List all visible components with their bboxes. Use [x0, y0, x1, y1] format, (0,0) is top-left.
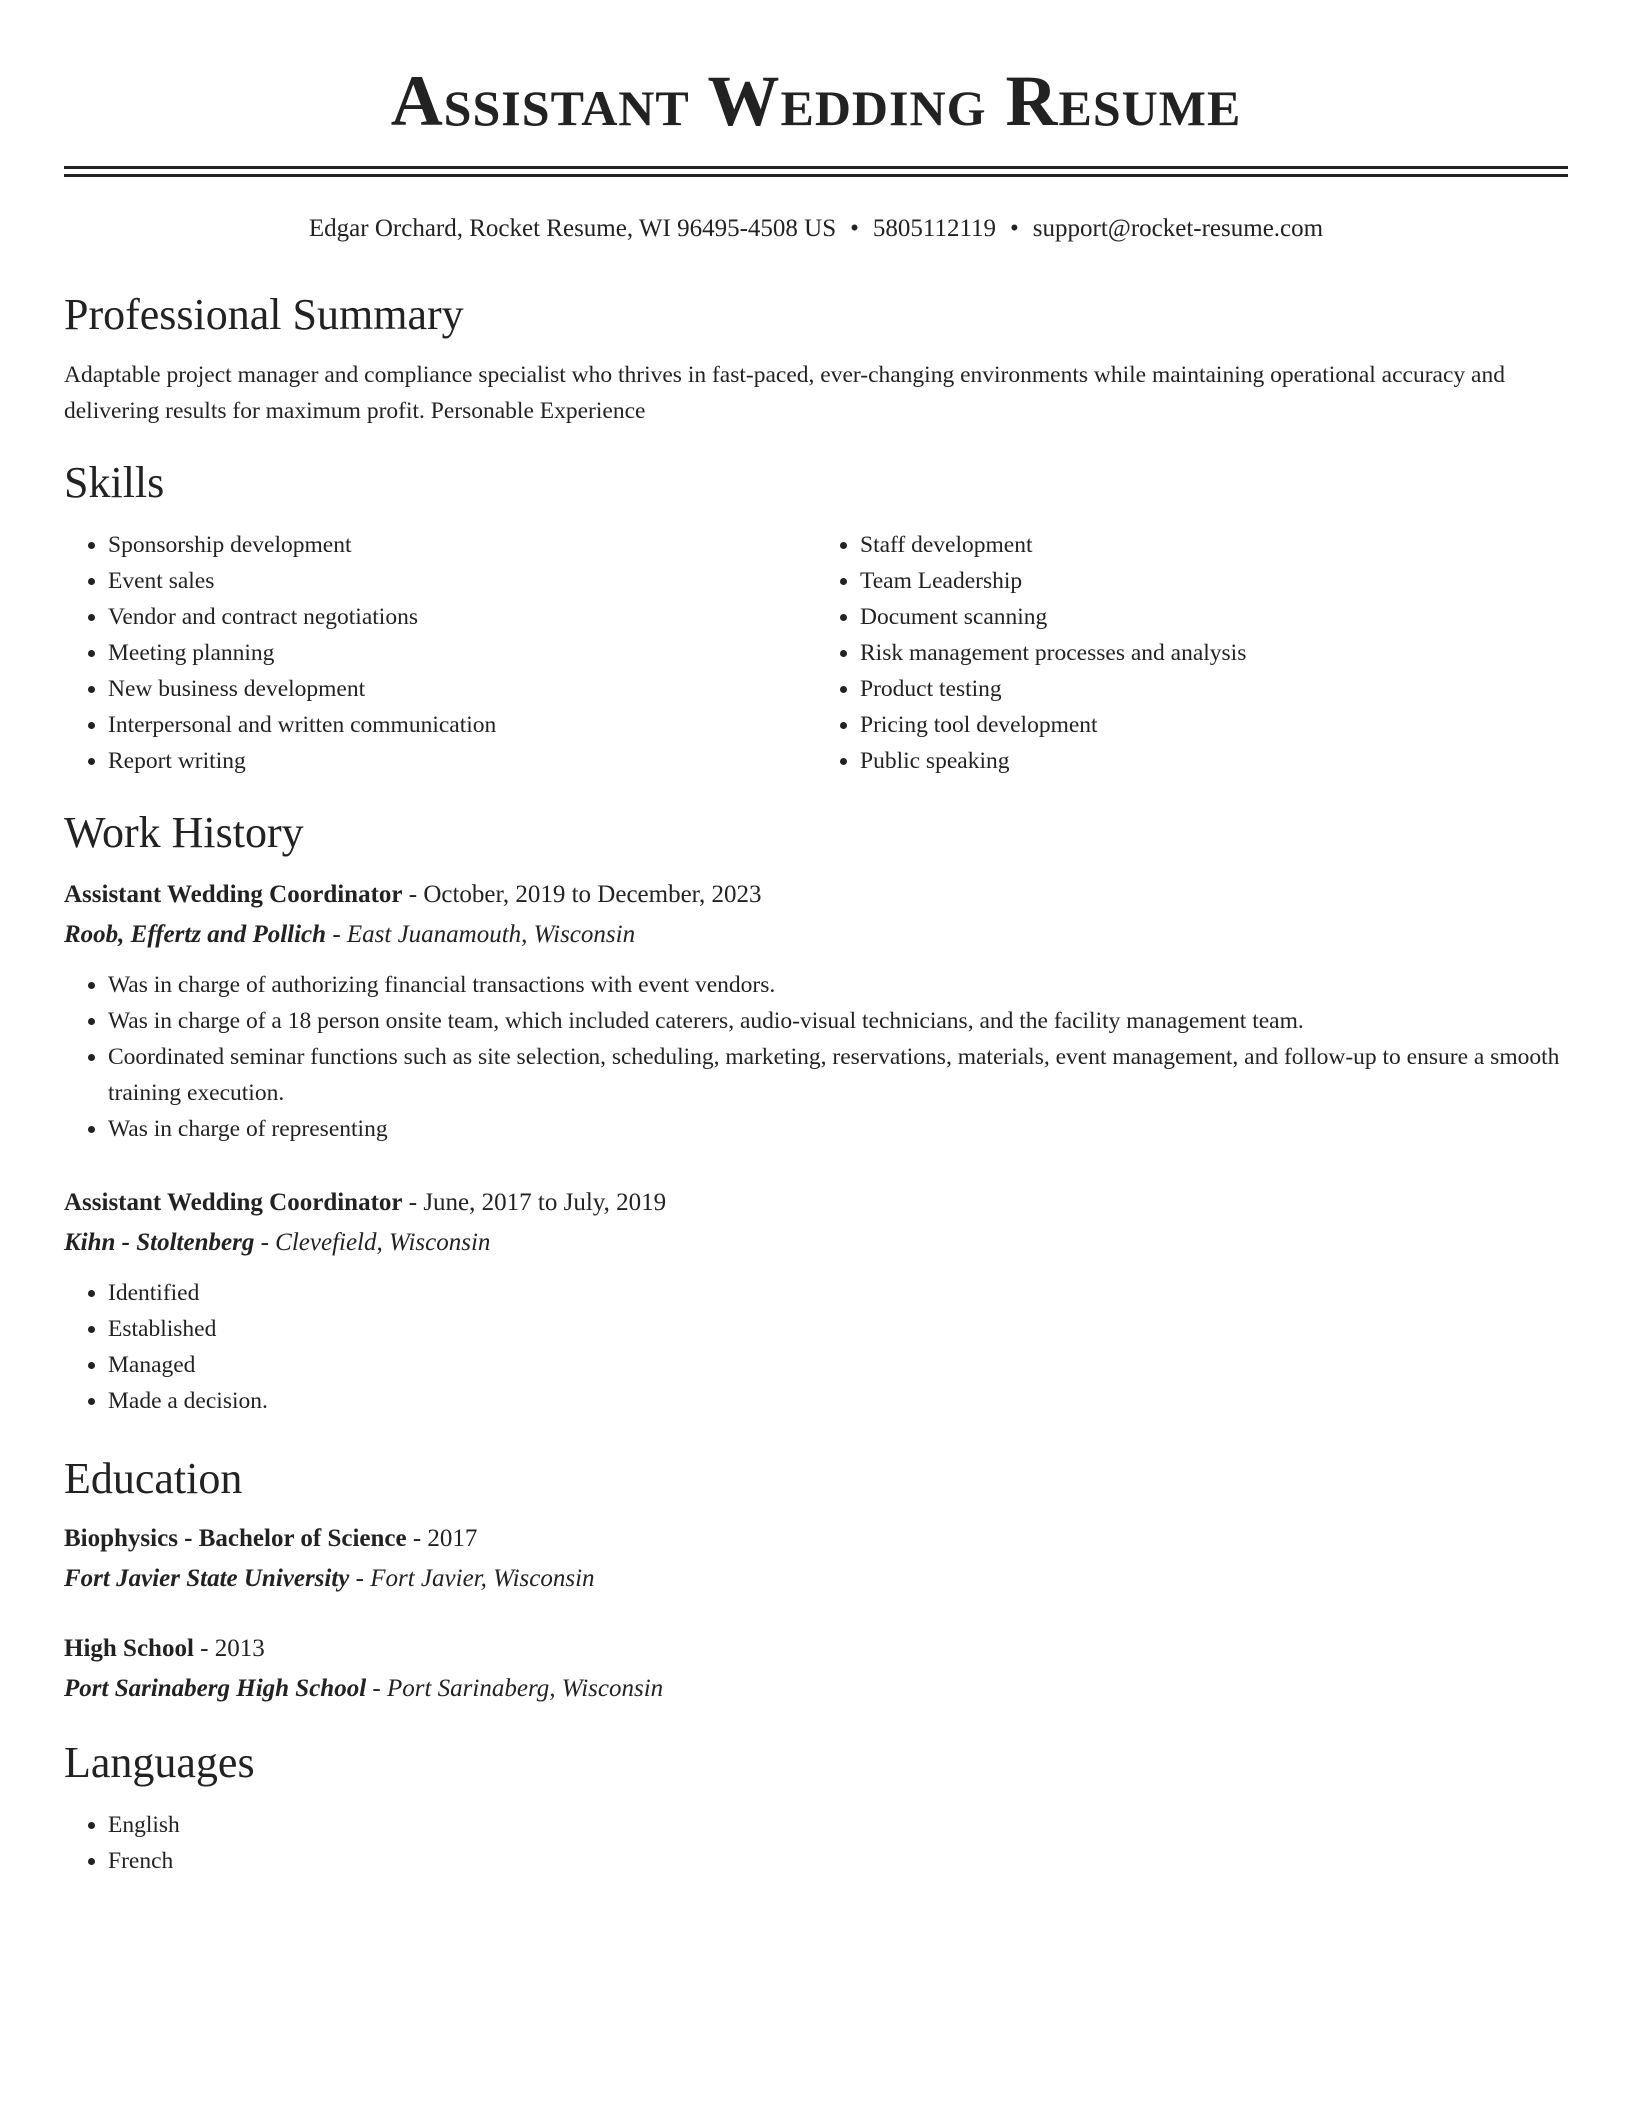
education-heading: Education [64, 1454, 243, 1503]
job-bullet: • Was in charge of a 18 person onsite team, which included caterers, audio-visual technicians, and the facility management team. [108, 1003, 1568, 1039]
job-title-line [64, 875, 1568, 915]
job-bullet: • Made a decision. [108, 1383, 1568, 1419]
job-dates: - June, 2017 to July, 2019 [402, 1189, 667, 1216]
school-name: Fort Javier State University [64, 1565, 350, 1592]
skill-item: • Report writing [108, 743, 816, 779]
degree-line [64, 1519, 1568, 1559]
skills-list-right [816, 527, 1568, 779]
job-title: Assistant Wedding Coordinator [64, 1189, 403, 1216]
job-entry [64, 875, 1568, 1147]
contact-phone: 5805112119 [872, 215, 997, 242]
job-title-line [64, 1183, 1568, 1223]
job-entry [64, 1183, 1568, 1419]
skill-item: • Document scanning [860, 599, 1568, 635]
education-section [64, 1449, 1568, 1709]
skill-item: • Team Leadership [860, 563, 1568, 599]
skill-item: • New business development [108, 671, 816, 707]
skill-item: • Vendor and contract negotiations [108, 599, 816, 635]
company-name: Roob, Effertz and Pollich [64, 921, 327, 948]
language-item: • English [108, 1807, 1568, 1843]
school-line [64, 1669, 1568, 1709]
degree-year: - 2013 [193, 1635, 265, 1662]
skills-heading: Skills [64, 458, 165, 507]
languages-section [64, 1733, 1568, 1879]
title-double-rule [64, 166, 1568, 177]
school-line [64, 1559, 1568, 1599]
company-name: Kihn - Stoltenberg [64, 1229, 255, 1256]
languages-heading: Languages [64, 1738, 255, 1787]
skills-list-left [64, 527, 816, 779]
resume-title: Assistant Wedding Resume [390, 61, 1242, 141]
skill-item: • Sponsorship development [108, 527, 816, 563]
skill-item: • Pricing tool development [860, 707, 1568, 743]
work-history-heading: Work History [64, 808, 304, 857]
degree-year: - 2017 [406, 1525, 478, 1552]
skill-item: • Event sales [108, 563, 816, 599]
skill-item: • Product testing [860, 671, 1568, 707]
degree-name: High School [64, 1635, 194, 1662]
contact-email: support@rocket-resume.com [1032, 215, 1324, 242]
job-dates: - October, 2019 to December, 2023 [402, 881, 762, 908]
education-entry [64, 1519, 1568, 1599]
degree-name: Biophysics - Bachelor of Science [64, 1525, 407, 1552]
job-bullets [64, 1275, 1568, 1419]
company-line [64, 915, 1568, 955]
degree-line [64, 1629, 1568, 1669]
work-history-section [64, 803, 1568, 1419]
skill-item: • Risk management processes and analysis [860, 635, 1568, 671]
education-entry [64, 1629, 1568, 1709]
company-line [64, 1223, 1568, 1263]
school-location: - Fort Javier, Wisconsin [349, 1565, 595, 1592]
summary-heading: Professional Summary [64, 290, 464, 339]
contact-separator: • [1010, 215, 1019, 242]
job-bullet: • Established [108, 1311, 1568, 1347]
company-location: - Clevefield, Wisconsin [254, 1229, 491, 1256]
job-title: Assistant Wedding Coordinator [64, 881, 403, 908]
skills-section [64, 453, 1568, 779]
job-bullet: • Managed [108, 1347, 1568, 1383]
skill-item: • Interpersonal and written communication [108, 707, 816, 743]
job-bullet: • Was in charge of authorizing financial transactions with event vendors. [108, 967, 1568, 1003]
job-bullet: • Coordinated seminar functions such as site selection, scheduling, marketing, reservations, materials, event management, and follow-up to ensure a smooth training execution. [108, 1039, 1568, 1111]
job-bullets [64, 967, 1568, 1147]
summary-text: Adaptable project manager and compliance specialist who thrives in fast-paced, ever-changing environments while maintaining operational accuracy and delivering results for maximum profit. Personable Experience [64, 362, 1505, 424]
skill-item: • Public speaking [860, 743, 1568, 779]
language-item: • French [108, 1843, 1568, 1879]
contact-address: Edgar Orchard, Rocket Resume, WI 96495-4508 US [308, 215, 837, 242]
job-bullet: • Identified [108, 1275, 1568, 1311]
school-name: Port Sarinaberg High School [64, 1675, 367, 1702]
job-bullet: • Was in charge of representing [108, 1111, 1568, 1147]
skills-columns [64, 527, 1568, 779]
school-location: - Port Sarinaberg, Wisconsin [366, 1675, 664, 1702]
summary-section [64, 285, 1568, 429]
contact-line [64, 211, 1568, 247]
skill-item: • Staff development [860, 527, 1568, 563]
languages-list [64, 1807, 1568, 1879]
company-location: - East Juanamouth, Wisconsin [326, 921, 636, 948]
contact-separator: • [850, 215, 859, 242]
skill-item: • Meeting planning [108, 635, 816, 671]
